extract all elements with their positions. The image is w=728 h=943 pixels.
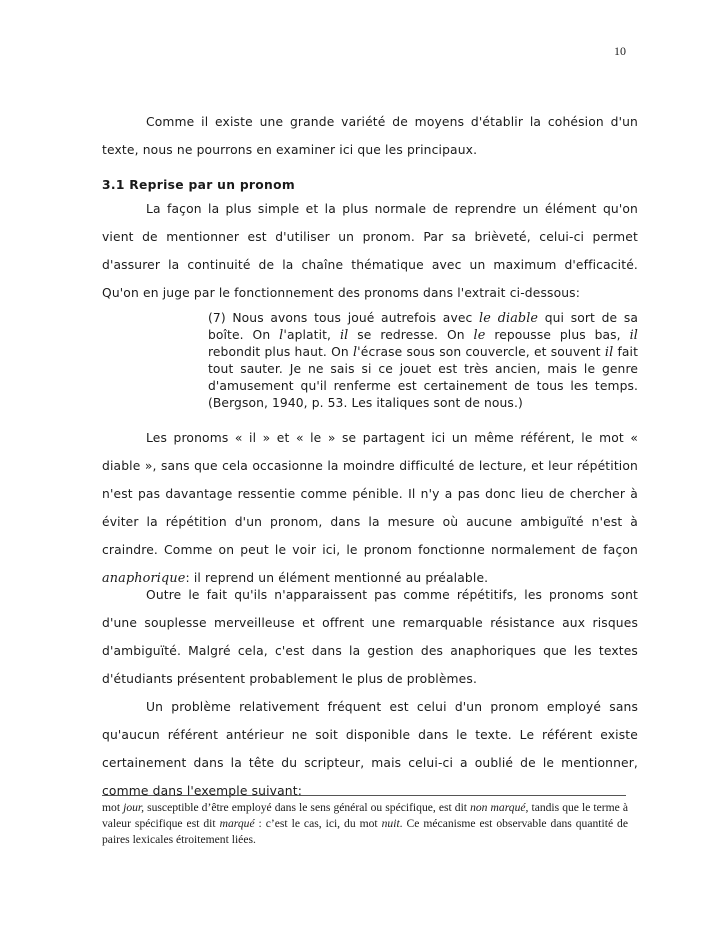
paragraph-intro bbox=[102, 108, 638, 164]
text-segment: mot bbox=[102, 801, 124, 814]
text-segment: qui sort de sa boîte. On bbox=[208, 311, 639, 342]
paragraph-reprise bbox=[102, 195, 638, 307]
example-quote bbox=[208, 310, 638, 412]
text-segment: rebondit plus haut. On bbox=[208, 345, 353, 359]
text-segment: : il reprend un élément mentionné au préalable. bbox=[185, 571, 489, 585]
italic-text-segment: marqué bbox=[219, 817, 255, 830]
italic-text-segment: le bbox=[473, 328, 486, 343]
paragraph-probleme bbox=[102, 693, 638, 805]
text-segment: aplatit, bbox=[286, 328, 340, 342]
section-heading: 3.1 Reprise par un pronom bbox=[102, 178, 295, 192]
text-segment: se redresse. On bbox=[348, 328, 474, 342]
italic-text-segment: l' bbox=[279, 328, 287, 343]
text-segment: susceptible d’être employé dans le sens général ou spécifique, est dit bbox=[144, 801, 471, 814]
text-segment: La façon la plus simple et la plus normale de reprendre un élément qu'on vient de mentionner est d'utiliser un pronom. Par sa brièveté, celui-ci permet d'assurer la continuité de la chaîne thématique avec un maximum d'efficacité. Qu'on en juge par le fonctionnement des pronoms dans l'extrait ci-dessous: bbox=[102, 202, 638, 300]
italic-text-segment: le diable bbox=[479, 311, 539, 326]
italic-text-segment: anaphorique bbox=[102, 571, 186, 586]
italic-text-segment: il bbox=[604, 345, 614, 360]
page-number: 10 bbox=[614, 44, 626, 58]
text-segment: Un problème relativement fréquent est celui d'un pronom employé sans qu'aucun référent antérieur ne soit disponible dans le texte. Le référent existe certainement dans la tête du scripteur, mais celui-ci a oublié de le mentionner, comme dans l'exemple suivant: bbox=[102, 700, 638, 798]
text-segment: écrase sous son couvercle, et souvent bbox=[360, 345, 605, 359]
text-segment: Outre le fait qu'ils n'apparaissent pas comme répétitifs, les pronoms sont d'une souplesse merveilleuse et offrent une remarquable résistance aux risques d'ambiguïté. Malgré cela, c'est dans la gestion des anaphoriques que les textes d'étudiants présentent probablement le plus de problèmes. bbox=[102, 588, 638, 686]
text-segment: Comme il existe une grande variété de moyens d'établir la cohésion d'un texte, nous ne pourrons en examiner ici que les principaux. bbox=[102, 115, 638, 157]
footnote-divider bbox=[102, 795, 626, 796]
italic-text-segment: il bbox=[629, 328, 638, 343]
text-segment: : c’est le cas, ici, du mot bbox=[254, 817, 382, 830]
text-segment: Les pronoms « il » et « le » se partagent ici un même référent, le mot « diable », sans que cela occasionne la moindre difficulté de lecture, et leur répétition n'est pas davantage ressentie comme pénible. Il n'y a pas donc lieu de chercher à éviter la répétition d'un pronom, dans la mesure où aucune ambiguïté n'est à craindre. Comme on peut le voir ici, le pronom fonctionne normalement de façon bbox=[102, 431, 638, 557]
italic-text-segment: jour, bbox=[123, 801, 145, 814]
paragraph-outre bbox=[102, 581, 638, 693]
italic-text-segment: non marqué, bbox=[470, 801, 529, 814]
paragraph-pronoms bbox=[102, 424, 638, 593]
footnote-text bbox=[102, 800, 628, 848]
text-segment: tandis que le terme à valeur spécifique est dit bbox=[102, 801, 629, 830]
italic-text-segment: nuit bbox=[381, 817, 400, 830]
text-segment: fait tout sauter. Je ne sais si ce jouet est très ancien, mais le genre d'amusement qu'il renferme est certainement de tous les temps. (Bergson, 1940, p. 53. Les italiques sont de nous.) bbox=[208, 345, 638, 410]
text-segment: repousse plus bas, bbox=[485, 328, 630, 342]
text-segment: . Ce mécanisme est observable dans quantité de paires lexicales étroitement liées. bbox=[102, 817, 628, 846]
text-segment: (7) Nous avons tous joué autrefois avec bbox=[208, 311, 480, 325]
italic-text-segment: l' bbox=[352, 345, 361, 360]
italic-text-segment: il bbox=[339, 328, 349, 343]
